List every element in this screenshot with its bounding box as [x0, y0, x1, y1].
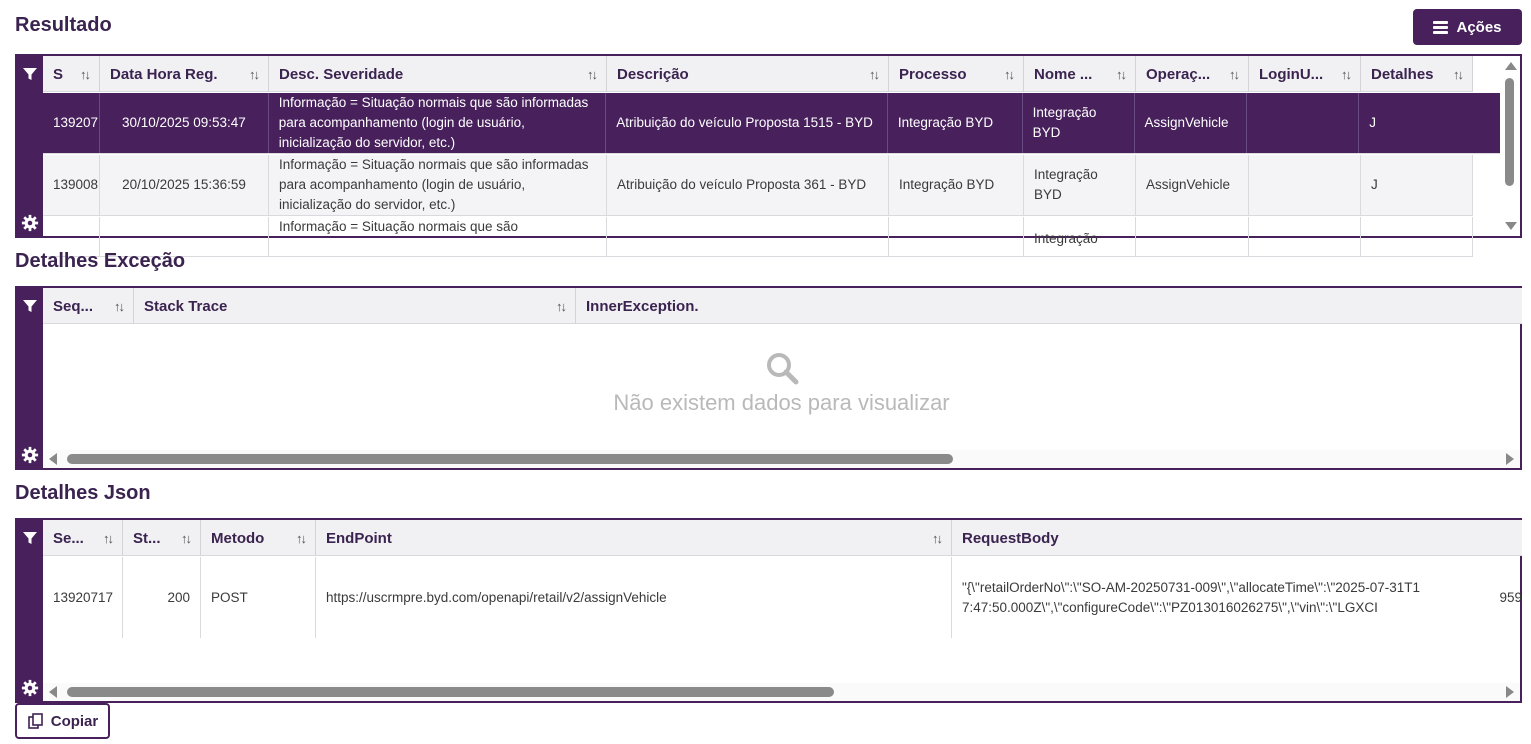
cell-request-body: "{\"retailOrderNo\":\"SO-AM-20250731-009\",\"allocateTime\":\"2025-07-31T17:47:50.000Z\",\"configureCode\":\"PZ013016026275\",\"vin\":\"LGXCI: [962, 579, 1421, 615]
cell-status: 200: [123, 557, 201, 638]
col-data-hora[interactable]: Data Hora Reg. ↑↓: [100, 56, 269, 92]
excecao-grid: [15, 286, 1522, 470]
excecao-title: Detalhes Exceção: [15, 250, 186, 272]
scroll-left-icon[interactable]: [49, 453, 57, 465]
gear-icon[interactable]: [21, 214, 39, 232]
grid-sidebar: [17, 288, 43, 468]
sort-icon[interactable]: ↑↓: [249, 66, 258, 82]
col-status[interactable]: St... ↑↓: [123, 520, 201, 556]
col-descricao[interactable]: Descrição ↑↓: [607, 56, 889, 92]
scroll-thumb[interactable]: [67, 454, 953, 464]
excecao-header-row: [43, 288, 1522, 324]
json-grid: [15, 518, 1522, 703]
sort-icon[interactable]: ↑↓: [114, 298, 123, 314]
gear-icon[interactable]: [21, 679, 39, 697]
acoes-label: Ações: [1456, 18, 1502, 36]
sort-icon[interactable]: ↑↓: [1116, 66, 1125, 82]
cell-processo: [889, 217, 1024, 257]
cell-processo: Integração BYD: [889, 155, 1024, 215]
filter-icon[interactable]: [22, 66, 38, 82]
cell-desc-sev: Informação = Situação normais que são informadas para acompanhamento (login de usuário, inicialização do servidor, etc.): [269, 93, 606, 153]
sort-icon[interactable]: ↑↓: [80, 66, 89, 82]
sort-icon[interactable]: ↑↓: [556, 298, 565, 314]
table-row[interactable]: [43, 155, 1473, 216]
sort-icon[interactable]: ↑↓: [1341, 66, 1350, 82]
scroll-thumb[interactable]: [1505, 78, 1514, 186]
cell-desc-sev: Informação = Situação normais que são: [269, 217, 607, 257]
sort-icon[interactable]: ↑↓: [181, 530, 190, 546]
sort-icon[interactable]: ↑↓: [869, 66, 878, 82]
col-inner-exception[interactable]: InnerException.: [586, 297, 699, 315]
cell-detalhes: J: [1361, 155, 1473, 215]
col-endpoint[interactable]: EndPoint ↑↓: [316, 520, 952, 556]
cell-endpoint: https://uscrmpre.byd.com/openapi/retail/v2/assignVehicle: [316, 557, 952, 638]
col-detalhes[interactable]: Detalhes ↑↓: [1361, 56, 1473, 92]
horizontal-scrollbar[interactable]: [43, 683, 1520, 701]
cell-operacao: AssignVehicle: [1136, 155, 1249, 215]
gear-icon[interactable]: [21, 446, 39, 464]
sort-icon[interactable]: ↑↓: [103, 530, 112, 546]
cell-extra: 959: [1499, 589, 1522, 605]
scroll-up-icon[interactable]: [1505, 62, 1517, 70]
filter-icon[interactable]: [22, 298, 38, 314]
sort-icon[interactable]: ↑↓: [587, 66, 596, 82]
col-s[interactable]: S ↑↓: [43, 56, 100, 92]
acoes-button[interactable]: [1413, 9, 1522, 45]
table-row[interactable]: [43, 217, 1473, 257]
menu-icon: [1433, 21, 1448, 33]
cell-detalhes: J: [1359, 93, 1501, 153]
cell-login: [1249, 155, 1361, 215]
col-nome[interactable]: Nome ... ↑↓: [1024, 56, 1136, 92]
vertical-scrollbar[interactable]: [1500, 56, 1520, 236]
scroll-down-icon[interactable]: [1505, 222, 1517, 230]
scroll-right-icon[interactable]: [1506, 453, 1514, 465]
col-metodo[interactable]: Metodo ↑↓: [201, 520, 316, 556]
cell-seq: 13920717: [43, 557, 123, 638]
resultado-title: Resultado: [15, 14, 112, 36]
resultado-header-row: [43, 56, 1473, 92]
cell-nome: Integração BYD: [1024, 155, 1136, 215]
table-row[interactable]: [43, 93, 1501, 154]
col-seq[interactable]: Se... ↑↓: [43, 520, 123, 556]
cell-s: 139207: [43, 93, 100, 153]
cell-s: 139008: [43, 155, 100, 215]
cell-metodo: POST: [201, 557, 316, 638]
sort-icon[interactable]: ↑↓: [1453, 66, 1462, 82]
scroll-right-icon[interactable]: [1506, 686, 1514, 698]
resultado-grid: [15, 54, 1522, 246]
scroll-left-icon[interactable]: [49, 686, 57, 698]
horizontal-scrollbar[interactable]: [43, 450, 1520, 468]
col-request-body[interactable]: RequestBody: [962, 529, 1059, 547]
cell-login: [1247, 93, 1359, 153]
json-title: Detalhes Json: [15, 482, 151, 504]
cell-data: 20/10/2025 15:36:59: [100, 155, 269, 215]
copy-icon: [27, 712, 45, 730]
cell-operacao: AssignVehicle: [1135, 93, 1248, 153]
scroll-thumb[interactable]: [67, 687, 834, 697]
cell-login: [1249, 217, 1361, 257]
cell-descricao: Atribuição do veículo Proposta 1515 - BYD: [606, 93, 888, 153]
sort-icon[interactable]: ↑↓: [932, 530, 941, 546]
cell-operacao: [1136, 217, 1249, 257]
col-stack-trace[interactable]: Stack Trace ↑↓: [134, 288, 576, 324]
cell-nome: Integração BYD: [1023, 93, 1135, 153]
cell-processo: Integração BYD: [888, 93, 1023, 153]
cell-nome: Integração: [1024, 217, 1136, 257]
grid-sidebar: [17, 56, 43, 236]
empty-text: Não existem dados para visualizar: [613, 390, 950, 415]
cell-descricao: [607, 217, 889, 257]
grid-sidebar: [17, 520, 43, 701]
filter-icon[interactable]: [22, 530, 38, 546]
cell-descricao: Atribuição do veículo Proposta 361 - BYD: [607, 155, 889, 215]
col-login[interactable]: LoginU... ↑↓: [1249, 56, 1361, 92]
col-seq[interactable]: Seq... ↑↓: [43, 288, 134, 324]
search-icon: [764, 350, 800, 386]
col-desc-severidade[interactable]: Desc. Severidade ↑↓: [269, 56, 607, 92]
col-processo[interactable]: Processo ↑↓: [889, 56, 1024, 92]
copiar-label: Copiar: [50, 712, 99, 730]
cell-detalhes: [1361, 217, 1473, 257]
col-operacao[interactable]: Operaç... ↑↓: [1136, 56, 1249, 92]
cell-desc-sev: Informação = Situação normais que são informadas para acompanhamento (login de usuário, inicialização do servidor, etc.): [269, 155, 607, 215]
json-header-row: [43, 520, 1522, 556]
sort-icon[interactable]: ↑↓: [1229, 66, 1238, 82]
empty-state: [43, 350, 1520, 416]
table-row[interactable]: [43, 557, 1522, 638]
cell-data: 30/10/2025 09:53:47: [100, 93, 269, 153]
copiar-button[interactable]: [15, 703, 110, 739]
sort-icon[interactable]: ↑↓: [1004, 66, 1013, 82]
sort-icon[interactable]: ↑↓: [296, 530, 305, 546]
